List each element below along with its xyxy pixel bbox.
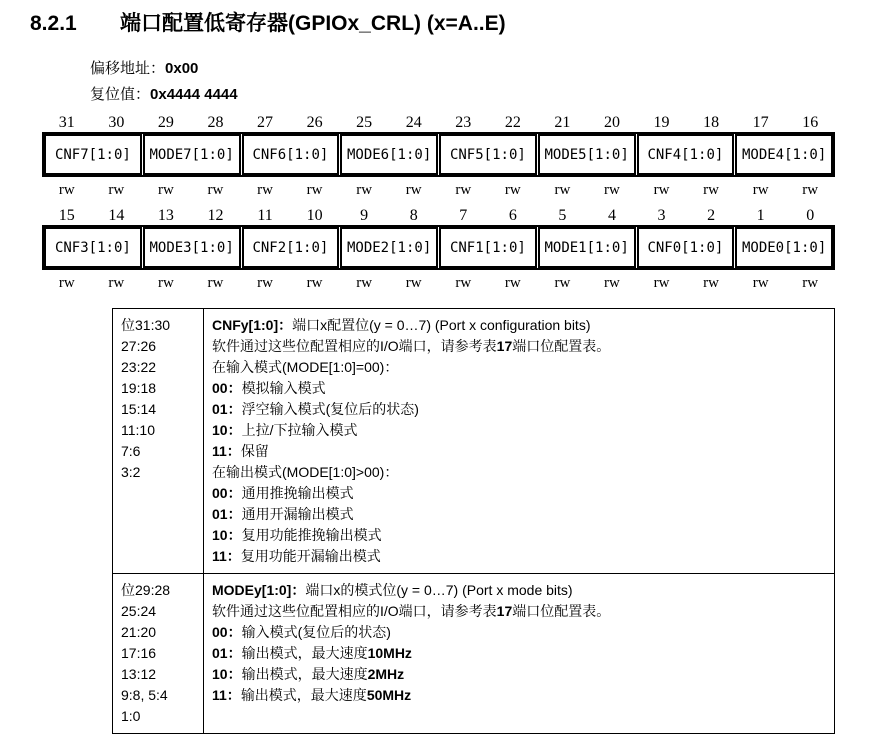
access-type: rw [752, 181, 769, 198]
bit-range: 15:14 [121, 401, 157, 417]
access-type: rw [108, 181, 125, 198]
text: 端口位配置表。 [512, 603, 611, 619]
description-line [212, 399, 826, 420]
bit-number: 26 [306, 114, 323, 131]
description-line [212, 441, 826, 462]
description-line [212, 336, 826, 357]
section-heading [30, 10, 870, 38]
text: 在输入模式(MODE[1:0]=00)： [212, 359, 399, 375]
bold-text: MODEy[1:0]： [212, 582, 306, 598]
offset-address-value: 0x00 [165, 60, 199, 77]
bold-text: 17 [496, 338, 513, 354]
bit-field-cell: MODE3[1:0] [143, 227, 241, 268]
bold-text: 11： [212, 443, 241, 459]
bold-text: CNFy[1:0]： [212, 317, 293, 333]
bit-field-cell: MODE4[1:0] [735, 134, 833, 175]
access-type: rw [455, 274, 472, 291]
bit-number: 16 [802, 114, 819, 131]
access-type: rw [504, 274, 521, 291]
bold-text: 00： [212, 485, 242, 501]
bold-text: 10： [212, 422, 242, 438]
access-type: rw [257, 274, 273, 291]
description-row [113, 309, 835, 574]
bit-field-cell: MODE0[1:0] [735, 227, 833, 268]
description-line [212, 643, 826, 664]
bold-text: 00： [212, 624, 242, 640]
access-type: rw [257, 181, 273, 198]
access-type: rw [356, 181, 373, 198]
access-type: rw [703, 181, 719, 198]
text: 软件通过这些位配置相应的I/O端口，请参考表 [212, 603, 497, 619]
bit-number: 12 [207, 207, 224, 224]
access-type: rw [157, 181, 174, 198]
bold-text: 50MHz [366, 687, 412, 703]
bit-description-table [112, 308, 835, 734]
bit-field-cell: MODE7[1:0] [143, 134, 241, 175]
access-type: rw [306, 181, 323, 198]
section-number: 8.2.1 [30, 12, 77, 35]
bit-range: 25:24 [121, 603, 157, 619]
bit-number: 10 [306, 207, 323, 224]
document-page [0, 10, 870, 756]
text: 端口位配置表。 [512, 338, 611, 354]
bit-number: 5 [558, 207, 567, 224]
text: 上拉/下拉输入模式 [241, 422, 358, 438]
bit-ranges-cell [113, 309, 204, 574]
bit-field-cell: CNF0[1:0] [637, 227, 735, 268]
bit-number: 22 [504, 114, 521, 131]
bit-number: 24 [405, 114, 422, 131]
bold-text: 10： [212, 527, 242, 543]
bit-number: 20 [603, 114, 620, 131]
description-row [113, 574, 835, 734]
bit-number: 1 [756, 207, 765, 224]
bit-range: 27:26 [121, 338, 157, 354]
bit-field-cell: MODE5[1:0] [538, 134, 636, 175]
bit-field-cell: CNF7[1:0] [44, 134, 142, 175]
bold-text: 2MHz [367, 666, 405, 682]
text: 浮空输入模式(复位后的状态) [241, 401, 419, 417]
description-cell [204, 574, 835, 734]
register-meta [90, 56, 870, 108]
access-type: rw [405, 181, 422, 198]
text: 端口x配置位(y = 0…7) (Port x configuration bits) [292, 317, 591, 333]
bit-field-cell: MODE1[1:0] [538, 227, 636, 268]
reset-value-line [90, 82, 870, 108]
bit-number: 23 [455, 114, 472, 131]
bold-text: 10： [212, 666, 242, 682]
bit-number: 8 [409, 207, 418, 224]
bit-ranges-cell [113, 574, 204, 734]
offset-address-label: 偏移地址： [90, 61, 166, 77]
bit-range: 23:22 [121, 359, 157, 375]
access-type: rw [356, 274, 373, 291]
description-line [212, 685, 826, 706]
bold-text: 01： [212, 645, 242, 661]
access-type: rw [653, 181, 670, 198]
bit-range: 3:2 [121, 464, 141, 480]
bit-number: 27 [257, 114, 274, 131]
text: 模拟输入模式 [241, 380, 326, 396]
access-type: rw [554, 181, 571, 198]
offset-address-line [90, 56, 870, 82]
bit-field-cell: CNF3[1:0] [44, 227, 142, 268]
bit-field-cell: CNF4[1:0] [637, 134, 735, 175]
bit-range: 9:8, 5:4 [121, 687, 168, 703]
access-type: rw [157, 274, 174, 291]
description-line [212, 420, 826, 441]
bit-field-cell: MODE6[1:0] [340, 134, 438, 175]
bit-number: 30 [108, 114, 125, 131]
bit-number: 7 [459, 207, 468, 224]
text: 输出模式，最大速度 [241, 666, 368, 682]
bit-numbers-row [42, 203, 835, 225]
bold-text: 17 [496, 603, 513, 619]
bit-field-cell: MODE2[1:0] [340, 227, 438, 268]
access-type: rw [108, 274, 125, 291]
bit-field-cell: CNF2[1:0] [242, 227, 340, 268]
text: 复用功能推挽输出模式 [241, 527, 382, 543]
bit-number: 11 [257, 207, 273, 224]
bit-range: 21:20 [121, 624, 157, 640]
access-type: rw [653, 274, 670, 291]
bit-field-cell: CNF6[1:0] [242, 134, 340, 175]
bit-number: 19 [653, 114, 670, 131]
text: 输入模式(复位后的状态) [241, 624, 391, 640]
bit-number: 3 [657, 207, 666, 224]
bit-number: 31 [58, 114, 75, 131]
bold-text: 11： [212, 548, 241, 564]
access-row [42, 177, 835, 203]
text: 在输出模式(MODE[1:0]>00)： [212, 464, 399, 480]
bit-number: 29 [157, 114, 174, 131]
bit-number: 15 [58, 207, 75, 224]
bit-number: 0 [806, 207, 815, 224]
bit-range: 11:10 [121, 422, 155, 438]
access-type: rw [207, 274, 224, 291]
bit-range: 13:12 [121, 666, 157, 682]
bit-number: 4 [607, 207, 616, 224]
bit-fields-row [42, 225, 835, 270]
bit-field-cell: CNF5[1:0] [439, 134, 537, 175]
description-line [212, 525, 826, 546]
text: 通用开漏输出模式 [241, 506, 354, 522]
access-type: rw [604, 181, 620, 198]
description-line [212, 546, 826, 567]
text: 端口x的模式位(y = 0…7) (Port x mode bits) [305, 582, 573, 598]
access-row [42, 270, 835, 296]
text: 软件通过这些位配置相应的I/O端口，请参考表 [212, 338, 497, 354]
bold-text: 10MHz [367, 645, 412, 661]
access-type: rw [802, 181, 819, 198]
bit-number: 17 [752, 114, 769, 131]
access-type: rw [802, 274, 819, 291]
bit-number: 25 [356, 114, 373, 131]
bit-range: 位29:28 [121, 582, 171, 598]
bit-field-cell: CNF1[1:0] [439, 227, 537, 268]
bit-range: 位31:30 [121, 317, 171, 333]
description-line [212, 580, 826, 601]
bold-text: 11： [212, 687, 241, 703]
text: 保留 [240, 443, 269, 459]
description-line [212, 664, 826, 685]
description-line [212, 601, 826, 622]
bold-text: 00： [212, 380, 242, 396]
bit-numbers-row [42, 110, 835, 132]
bit-number: 18 [703, 114, 720, 131]
description-line [212, 622, 826, 643]
access-type: rw [504, 181, 521, 198]
description-line [212, 504, 826, 525]
access-type: rw [207, 181, 224, 198]
access-type: rw [703, 274, 719, 291]
access-type: rw [306, 274, 323, 291]
bit-range: 17:16 [121, 645, 157, 661]
bold-text: 01： [212, 506, 242, 522]
bit-number: 14 [108, 207, 125, 224]
bit-number: 28 [207, 114, 224, 131]
bold-text: 01： [212, 401, 242, 417]
bit-number: 13 [157, 207, 174, 224]
text: 通用推挽输出模式 [241, 485, 354, 501]
description-cell [204, 309, 835, 574]
page-title: 端口配置低寄存器(GPIOx_CRL) (x=A..E) [120, 12, 506, 35]
text: 输出模式，最大速度 [241, 645, 368, 661]
access-type: rw [752, 274, 769, 291]
bit-range: 1:0 [121, 708, 141, 724]
text: 输出模式，最大速度 [240, 687, 367, 703]
reset-value-value: 0x4444 4444 [150, 86, 238, 103]
text: 复用功能开漏输出模式 [240, 548, 381, 564]
bit-number: 9 [360, 207, 369, 224]
bit-range: 7:6 [121, 443, 141, 459]
description-line [212, 483, 826, 504]
access-type: rw [554, 274, 571, 291]
description-line [212, 315, 826, 336]
bit-number: 6 [508, 207, 517, 224]
access-type: rw [604, 274, 620, 291]
register-bit-diagram [42, 110, 835, 296]
bit-number: 21 [554, 114, 571, 131]
access-type: rw [58, 274, 75, 291]
reset-value-label: 复位值： [90, 87, 151, 103]
access-type: rw [58, 181, 75, 198]
description-line [212, 378, 826, 399]
bit-fields-row [42, 132, 835, 177]
access-type: rw [405, 274, 422, 291]
bit-number: 2 [707, 207, 716, 224]
bit-range: 19:18 [121, 380, 157, 396]
access-type: rw [455, 181, 472, 198]
description-line [212, 462, 826, 483]
description-line [212, 357, 826, 378]
